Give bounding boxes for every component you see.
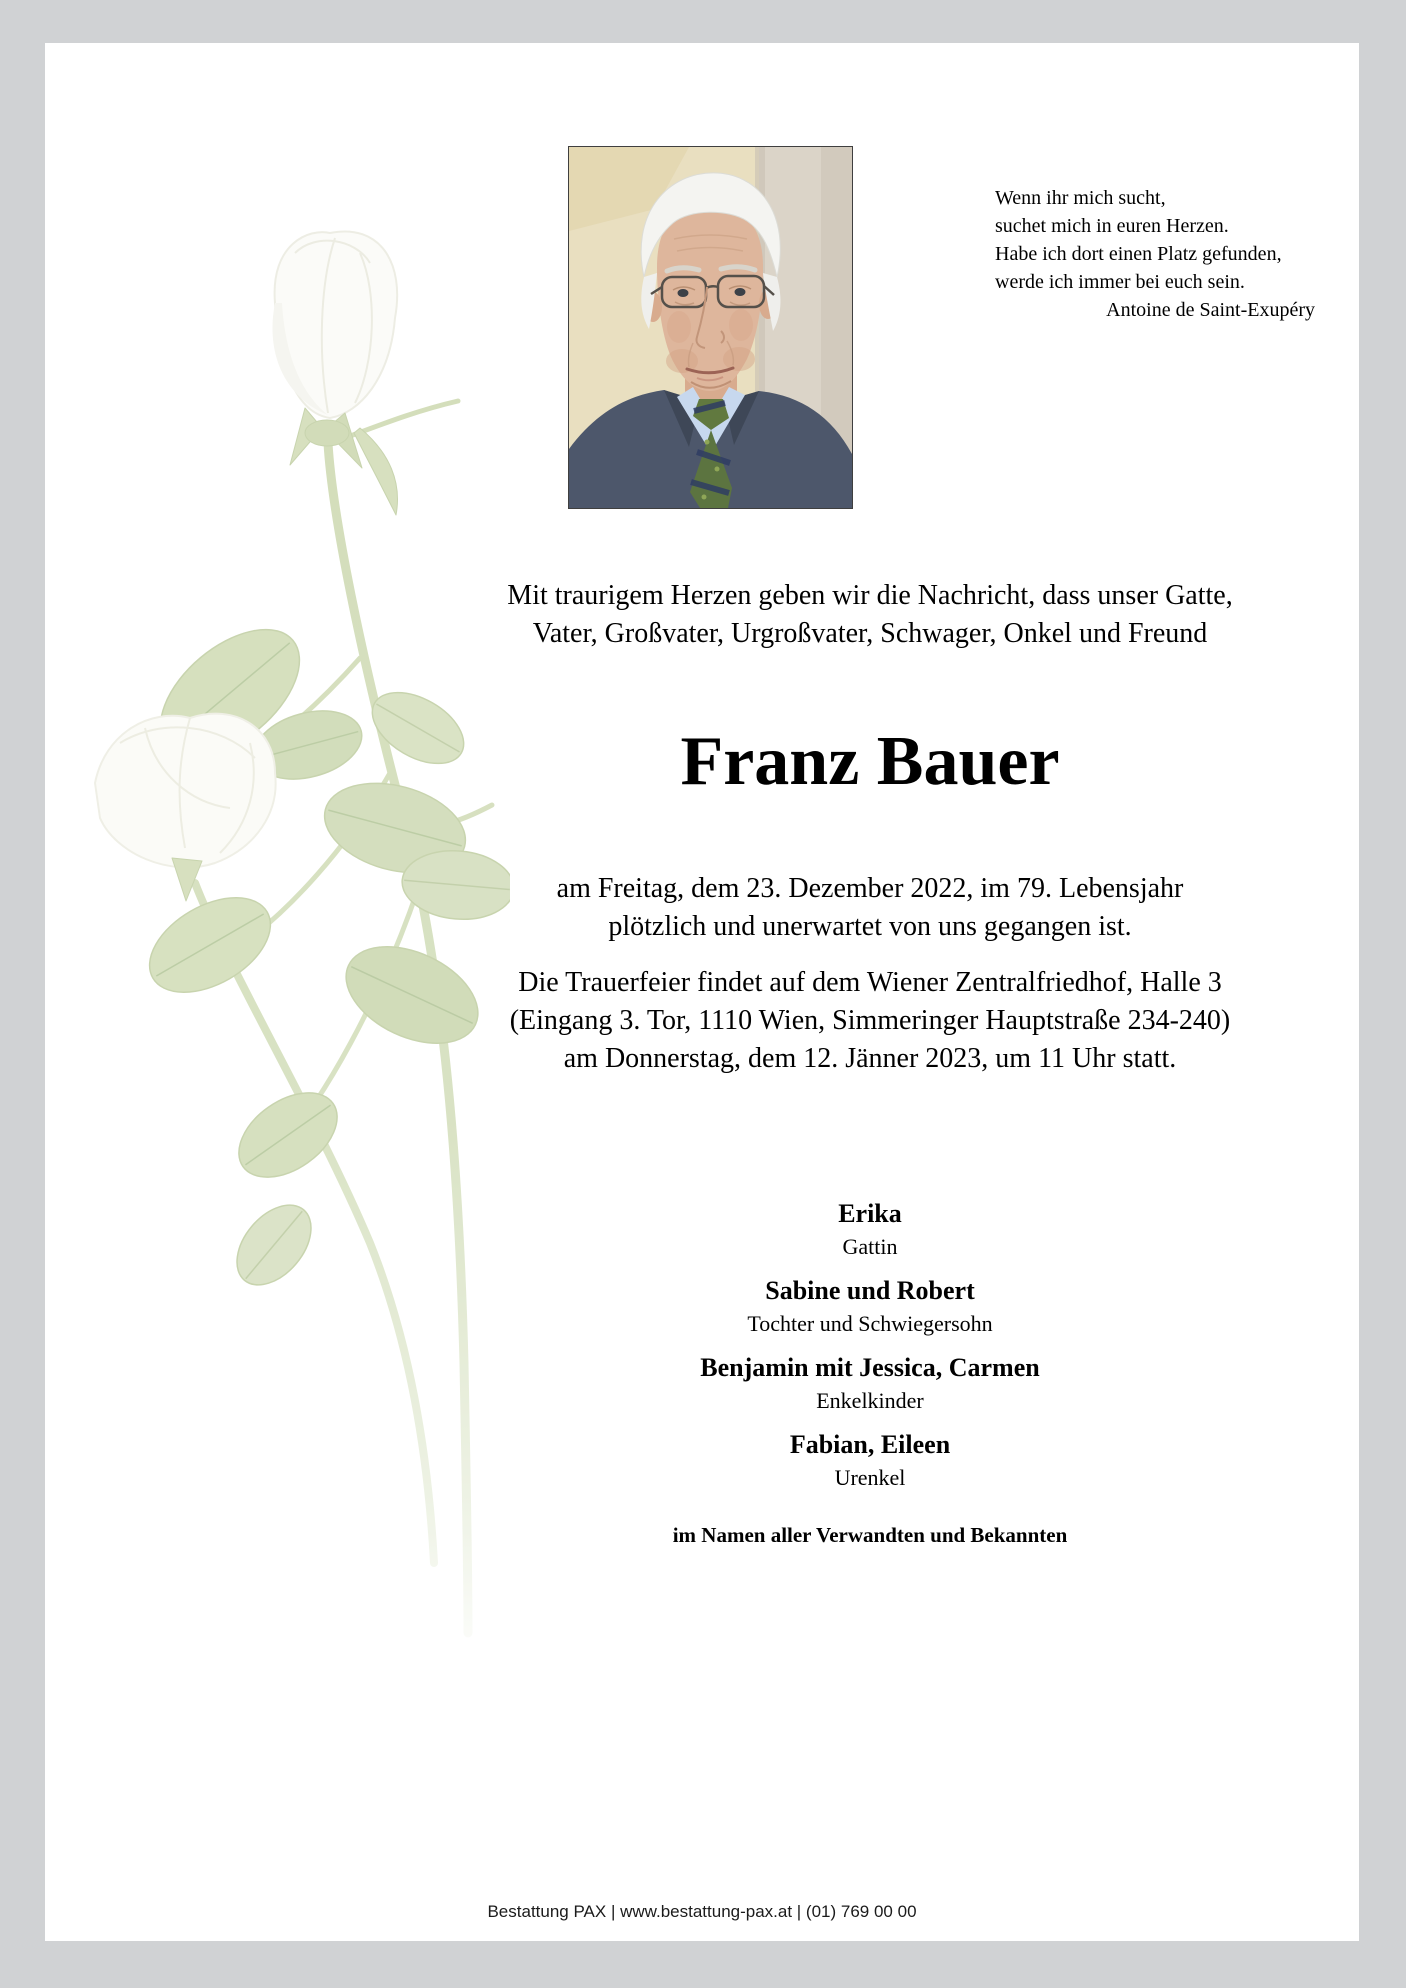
quote-line-4: werde ich immer bei euch sein.: [995, 271, 1245, 293]
intro-line-1: Mit traurigem Herzen geben wir die Nachricht, dass unser Gatte,: [507, 580, 1233, 611]
mourner-relation: Enkelkinder: [816, 1388, 924, 1413]
funeral-details: [365, 964, 1375, 1078]
closing-line: im Namen aller Verwandten und Bekannten: [672, 1523, 1068, 1547]
quote-line-2: suchet mich in euren Herzen.: [995, 215, 1229, 237]
death-details: [365, 870, 1375, 946]
portrait-photo: [568, 146, 853, 509]
mourner-relation: Tochter und Schwiegersohn: [747, 1311, 993, 1336]
obituary-card: [45, 43, 1359, 1941]
mourners-list: [365, 1198, 1375, 1506]
mourner-relation: Gattin: [842, 1234, 898, 1259]
death-line-1: am Freitag, dem 23. Dezember 2022, im 79. Lebensjahr: [556, 873, 1184, 904]
funeral-line-2: (Eingang 3. Tor, 1110 Wien, Simmeringer Hauptstraße 234-240): [509, 1005, 1231, 1036]
funeral-line-3: am Donnerstag, dem 12. Jänner 2023, um 11 Uhr statt.: [563, 1043, 1177, 1074]
white-rose-watermark: [60, 183, 510, 1743]
mourner-entry: [365, 1275, 1375, 1341]
quote-attribution: Antoine de Saint-Exupéry: [1106, 299, 1315, 321]
mourner-relation: Urenkel: [834, 1465, 906, 1490]
mourner-name: Sabine und Robert: [765, 1276, 975, 1305]
death-line-2: plötzlich und unerwartet von uns gegangen ist.: [608, 911, 1132, 942]
mourner-entry: [365, 1352, 1375, 1418]
mourner-entry: [365, 1429, 1375, 1495]
funeral-home-footer: Bestattung PAX | www.bestattung-pax.at | (01) 769 00 00: [487, 1902, 917, 1921]
rose-open: [95, 714, 276, 901]
announcement-intro: [365, 577, 1375, 653]
mourner-name: Benjamin mit Jessica, Carmen: [700, 1353, 1040, 1382]
funeral-line-1: Die Trauerfeier findet auf dem Wiener Zentralfriedhof, Halle 3: [518, 967, 1222, 998]
quote-line-3: Habe ich dort einen Platz gefunden,: [995, 243, 1282, 265]
memorial-quote: [995, 184, 1317, 324]
intro-line-2: Vater, Großvater, Urgroßvater, Schwager, Onkel und Freund: [532, 618, 1208, 649]
portrait-illustration: [569, 147, 852, 508]
mourner-name: Fabian, Eileen: [789, 1430, 951, 1459]
mourner-name: Erika: [838, 1199, 902, 1228]
mourner-entry: [365, 1198, 1375, 1264]
deceased-name: Franz Bauer: [680, 723, 1060, 800]
quote-line-1: Wenn ihr mich sucht,: [995, 187, 1166, 209]
